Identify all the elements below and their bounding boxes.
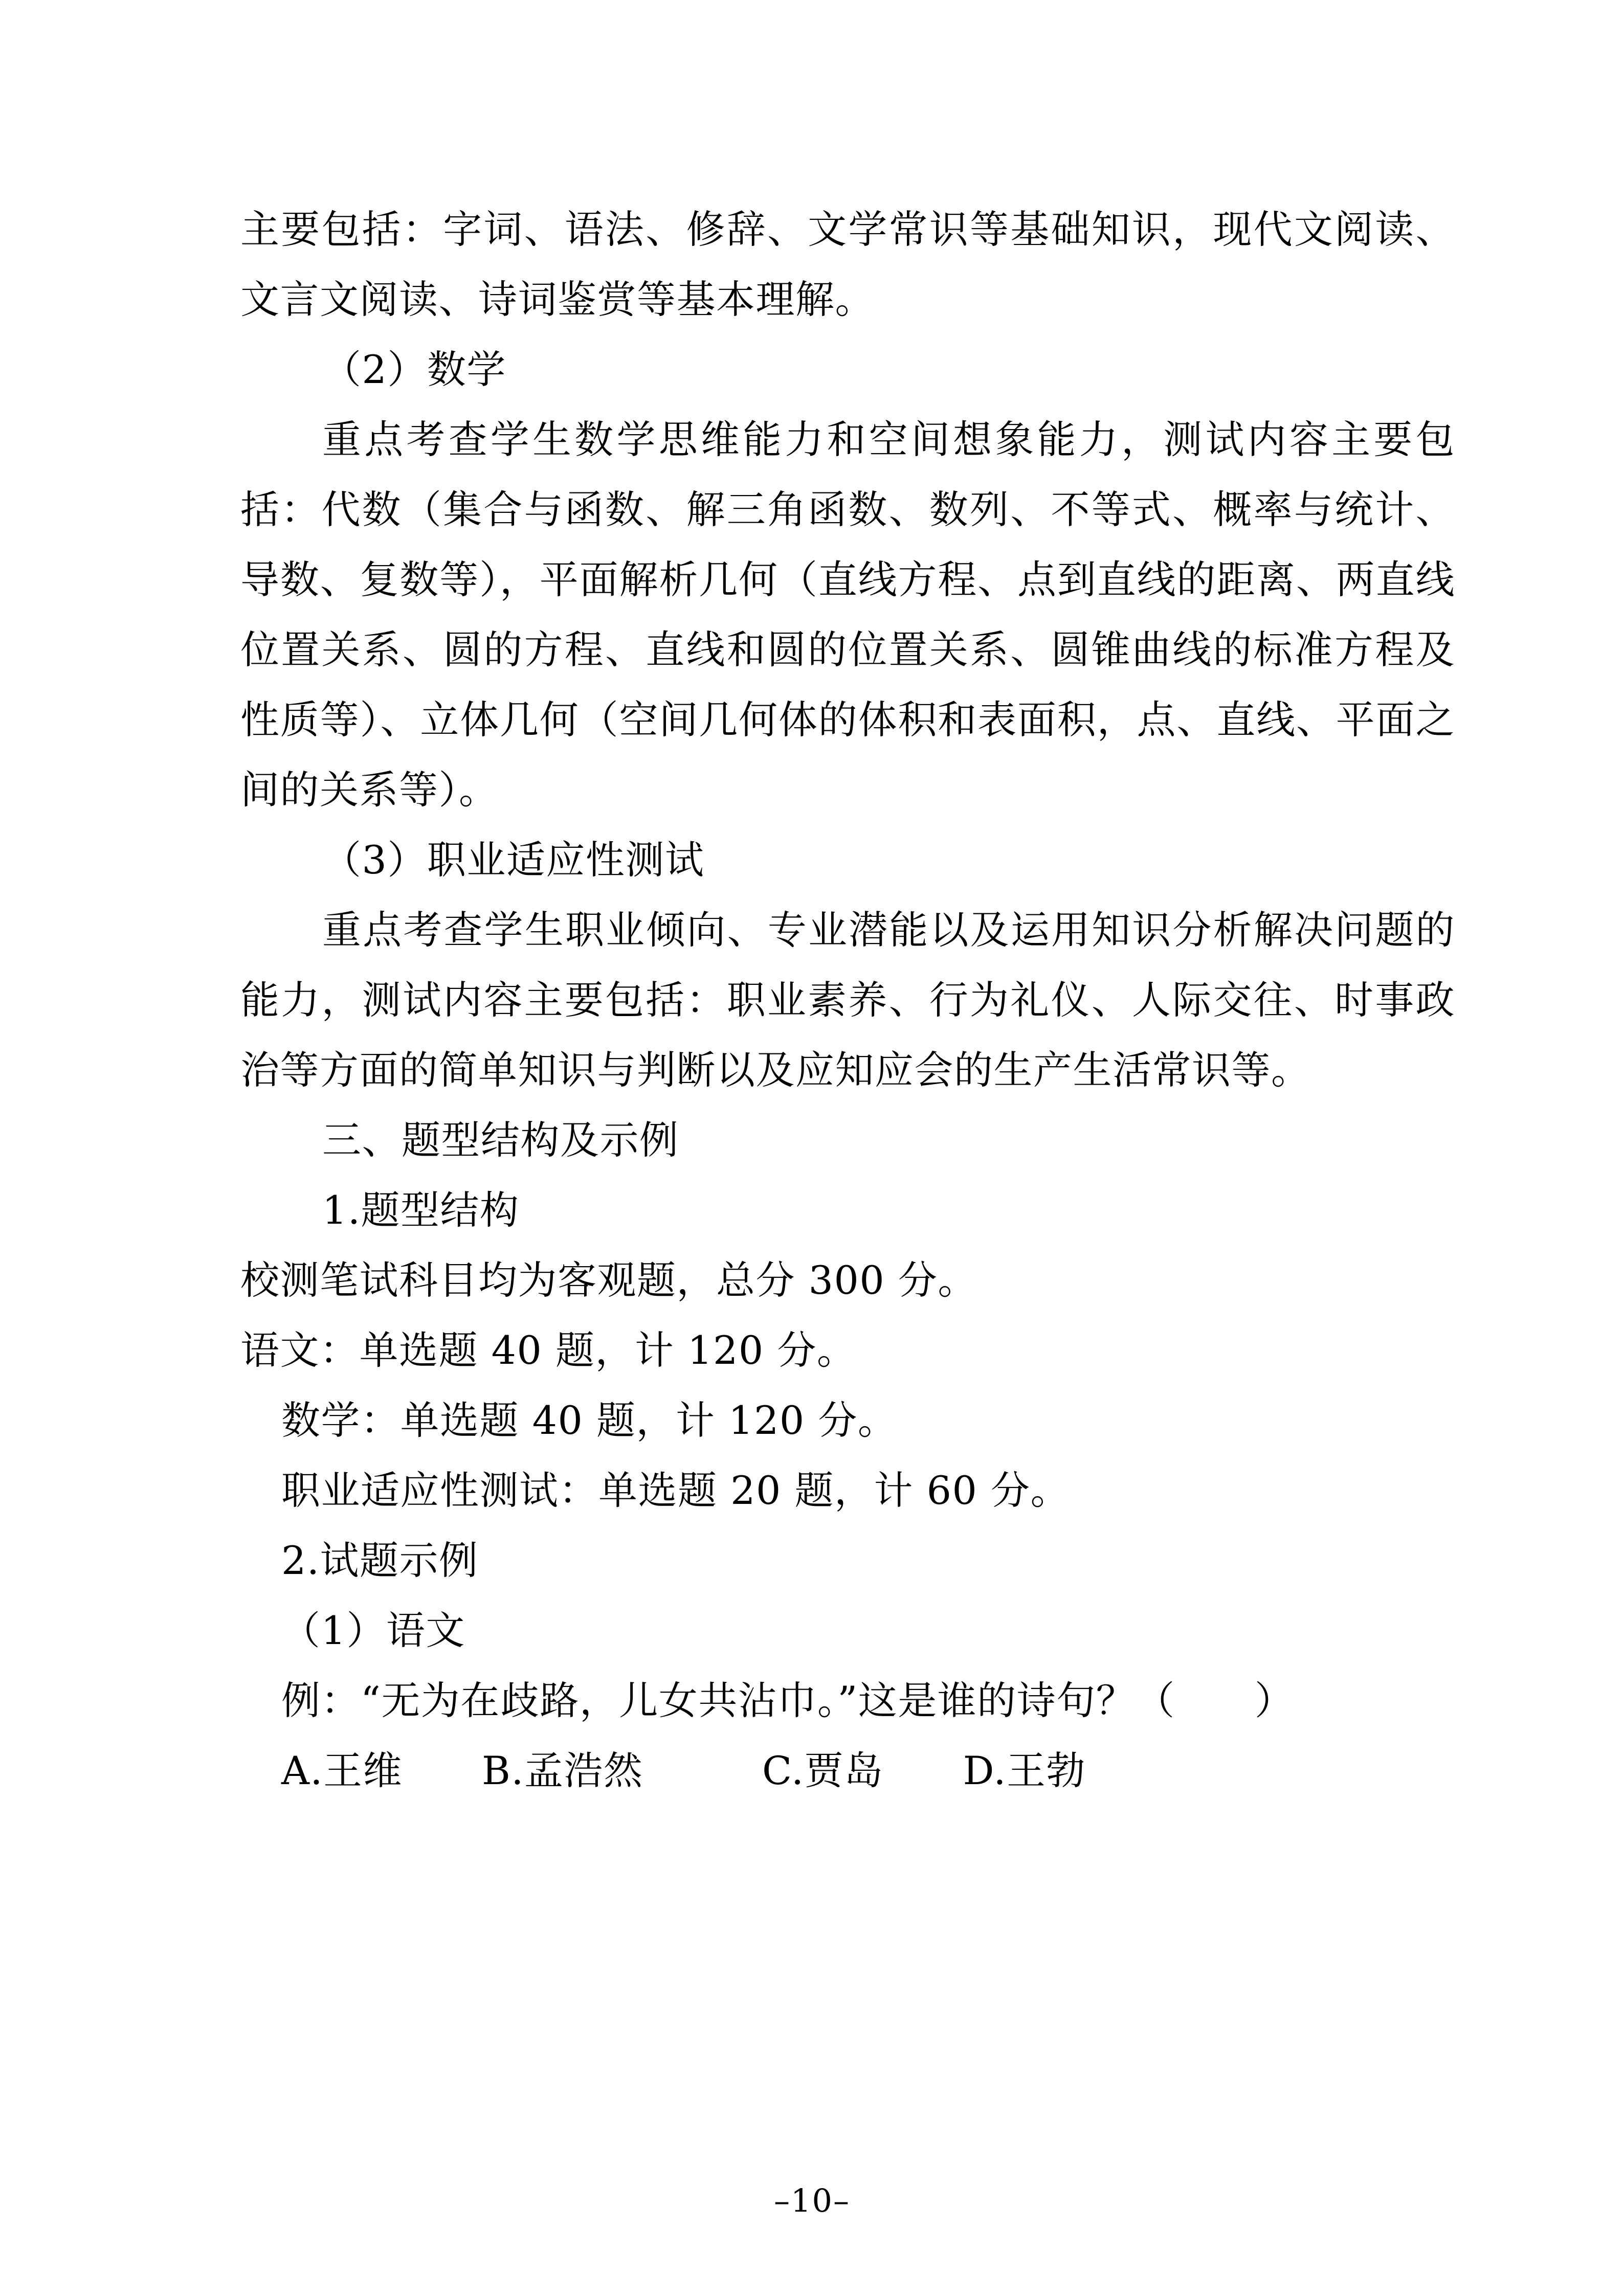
paragraph-aptitude-score: 职业适应性测试：单选题 20 题，计 60 分。 xyxy=(281,1468,1071,1513)
paragraph-example-chinese-heading: （1）语文 xyxy=(281,1608,465,1653)
document-body xyxy=(240,194,1455,1806)
paragraph-sub-heading-2: 2.试题示例 xyxy=(281,1538,479,1583)
paragraph-aptitude-content: 重点考查学生职业倾向、专业潜能以及运用知识分析解决问题的能力，测试内容主要包括：职业素养、行为礼仪、人际交往、时事政治等方面的简单知识与判断以及应知应会的生产生活常识等。 xyxy=(240,907,1455,1093)
paragraph-chinese-content: 主要包括：字词、语法、修辞、文学常识等基础知识，现代文阅读、文言文阅读、诗词鉴赏等基本理解。 xyxy=(240,207,1455,322)
paragraph-heading-aptitude: （3）职业适应性测试 xyxy=(322,837,705,883)
paragraph-heading-math: （2）数学 xyxy=(322,347,506,392)
paragraph-sub-heading-1: 1.题型结构 xyxy=(322,1187,520,1233)
paragraph-example-options: A.王维 B.孟浩然 C.贾岛 D.王勃 xyxy=(281,1748,1086,1793)
paragraph-chinese-score: 语文：单选题 40 题，计 120 分。 xyxy=(240,1327,857,1373)
paragraph-total-score: 校测笔试科目均为客观题，总分 300 分。 xyxy=(240,1257,977,1303)
paragraph-example-question: 例：“无为在歧路，儿女共沾巾。”这是谁的诗句？（ ） xyxy=(281,1678,1295,1723)
page-number: –10– xyxy=(774,2182,850,2219)
paragraph-math-content: 重点考查学生数学思维能力和空间想象能力，测试内容主要包括：代数（集合与函数、解三角函数、数列、不等式、概率与统计、导数、复数等），平面解析几何（直线方程、点到直线的距离、两直线位置关系、圆的方程、直线和圆的位置关系、圆锥曲线的标准方程及性质等）、立体几何（空间几何体的体积和表面积，点、直线、平面之间的关系等）。 xyxy=(240,417,1455,813)
paragraph-math-score: 数学：单选题 40 题，计 120 分。 xyxy=(281,1398,898,1443)
paragraph-section-three: 三、题型结构及示例 xyxy=(322,1117,679,1163)
